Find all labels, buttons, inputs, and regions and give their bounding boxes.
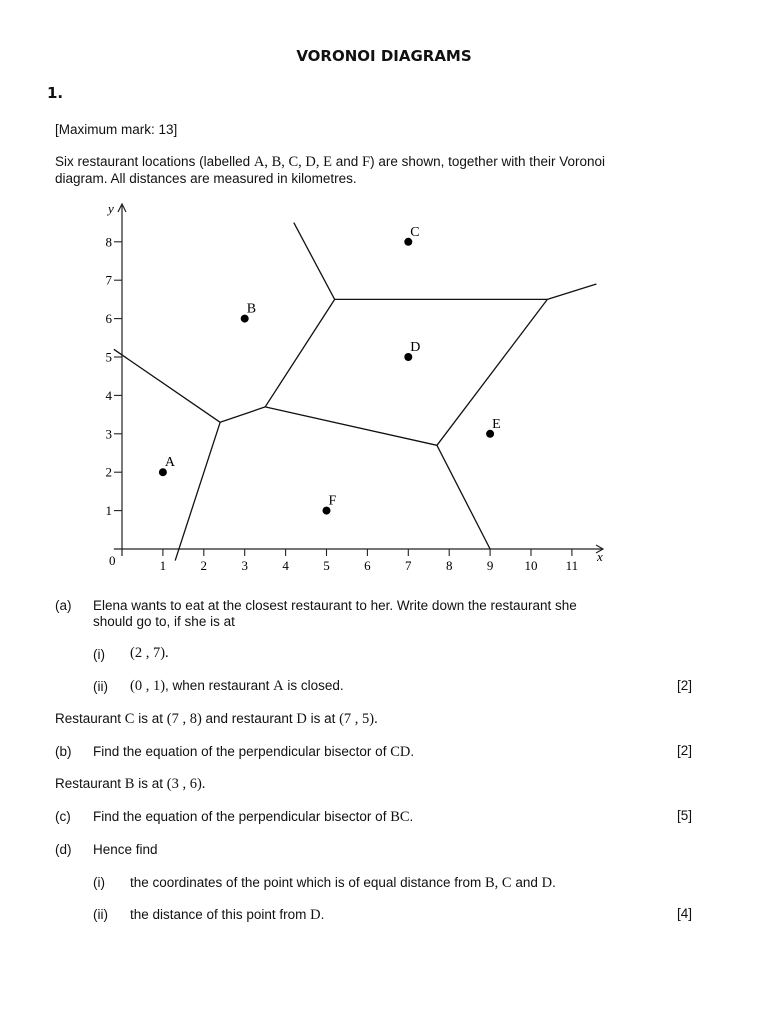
y-tick-label: 6 (105, 311, 112, 327)
voronoi-edge (114, 349, 220, 422)
text: Find the equation of the perpendicular bisector of (93, 744, 391, 759)
coordinate: (7 , 8) (166, 711, 202, 727)
intro-labels: A, B, C, D, E (253, 154, 333, 170)
segment-label: BC (390, 809, 410, 825)
part-d-ii-label: (ii) (93, 907, 108, 922)
b-statement (55, 775, 205, 793)
x-tick-label: 9 (486, 558, 494, 573)
text: Find the equation of the perpendicular bisector of (93, 809, 391, 824)
voronoi-edge (265, 407, 437, 445)
part-b-mark: [2] (676, 743, 692, 758)
x-axis-label: x (597, 549, 603, 564)
voronoi-edge (547, 284, 596, 299)
text: . (552, 875, 556, 890)
y-tick-label: 4 (105, 387, 112, 403)
point-label: D (541, 875, 553, 891)
y-tick-label: 3 (105, 426, 112, 442)
point-label: D (296, 711, 307, 727)
point-label: A (273, 678, 284, 694)
part-c-text (93, 808, 413, 826)
restaurant-label-b: B (246, 301, 257, 317)
voronoi-edge (175, 422, 220, 560)
text: . (410, 744, 415, 759)
intro-text: Six restaurant locations (labelled (55, 154, 254, 169)
part-a-i-text: (2 , 7). (130, 645, 169, 661)
part-a-label: (a) (55, 598, 72, 613)
segment-label: CD (390, 744, 411, 760)
coordinate: (7 , 5) (339, 711, 375, 727)
text: is closed. (283, 678, 344, 693)
text: and restaurant (201, 711, 297, 726)
part-c-label: (c) (55, 809, 71, 824)
part-a-text-2: should go to, if she is at (93, 614, 235, 629)
text: . (320, 907, 325, 922)
y-tick-label: 5 (105, 349, 112, 365)
x-tick-label: 5 (323, 558, 330, 573)
x-tick-label: 10 (524, 558, 538, 573)
text: is at (306, 711, 340, 726)
voronoi-edge (265, 299, 335, 407)
text: is at (134, 711, 167, 726)
y-tick-label: 7 (105, 272, 112, 288)
x-tick-label: 6 (364, 558, 371, 573)
text: Restaurant (55, 776, 125, 791)
origin-label: 0 (109, 553, 116, 568)
part-d-ii-text (130, 906, 324, 924)
y-tick-label: 2 (105, 464, 112, 480)
x-tick-label: 1 (159, 558, 167, 573)
part-a-i-label: (i) (93, 647, 105, 662)
point-labels: B, C (484, 875, 512, 891)
y-tick-label: 8 (105, 234, 112, 250)
part-d-label: (d) (55, 842, 72, 857)
x-tick-label: 11 (565, 558, 579, 573)
cd-statement (55, 710, 378, 728)
text: the distance of this point from (130, 907, 311, 922)
part-d-i-label: (i) (93, 875, 105, 890)
part-a-ii-label: (ii) (93, 679, 108, 694)
part-a-mark: [2] (676, 678, 692, 693)
restaurant-label-e: E (492, 416, 501, 432)
restaurant-label-d: D (410, 340, 421, 355)
max-mark: [Maximum mark: 13] (55, 122, 178, 137)
voronoi-edge (437, 445, 490, 549)
point-label: B (124, 776, 135, 792)
point-label: D (310, 907, 321, 923)
intro-line-2: diagram. All distances are measured in kilometres. (55, 171, 357, 186)
voronoi-edge (220, 407, 265, 422)
text: is at (134, 776, 167, 791)
text: , when restaurant (165, 678, 274, 693)
text: Restaurant (55, 711, 125, 726)
part-d-mark: [4] (676, 906, 692, 921)
page-title: VORONOI DIAGRAMS (296, 47, 472, 65)
restaurant-label-a: A (164, 455, 176, 471)
restaurant-label-f: F (328, 493, 337, 509)
x-tick-label: 7 (405, 558, 412, 573)
intro-text: ) are shown, together with their Voronoi (370, 154, 606, 169)
text: and (511, 875, 542, 890)
coordinate: (3 , 6) (166, 776, 202, 792)
voronoi-edge (294, 223, 335, 300)
part-b-text (93, 743, 414, 761)
restaurant-label-c: C (410, 224, 420, 240)
question-number: 1. (47, 84, 64, 102)
part-d-i-text (130, 874, 556, 892)
x-tick-label: 3 (241, 558, 248, 573)
intro-text: and (332, 154, 363, 169)
part-a-ii-text (130, 677, 344, 695)
y-axis-label: y (108, 201, 114, 216)
point-label: C (124, 711, 135, 727)
x-tick-label: 4 (282, 558, 289, 573)
text: . (201, 776, 206, 792)
x-tick-label: 2 (200, 558, 208, 573)
text: . (374, 711, 378, 727)
part-b-label: (b) (55, 744, 72, 759)
intro-labels: F (362, 154, 371, 170)
coordinate: (0 , 1) (130, 678, 166, 694)
text: . (409, 809, 414, 824)
part-a-text-1: Elena wants to eat at the closest restaurant to her. Write down the restaurant she (93, 598, 577, 613)
part-c-mark: [5] (676, 808, 692, 823)
text: the coordinates of the point which is of equal distance from (130, 875, 485, 890)
part-d-text: Hence find (93, 842, 158, 857)
x-tick-label: 8 (445, 558, 453, 573)
y-tick-label: 1 (105, 503, 112, 519)
